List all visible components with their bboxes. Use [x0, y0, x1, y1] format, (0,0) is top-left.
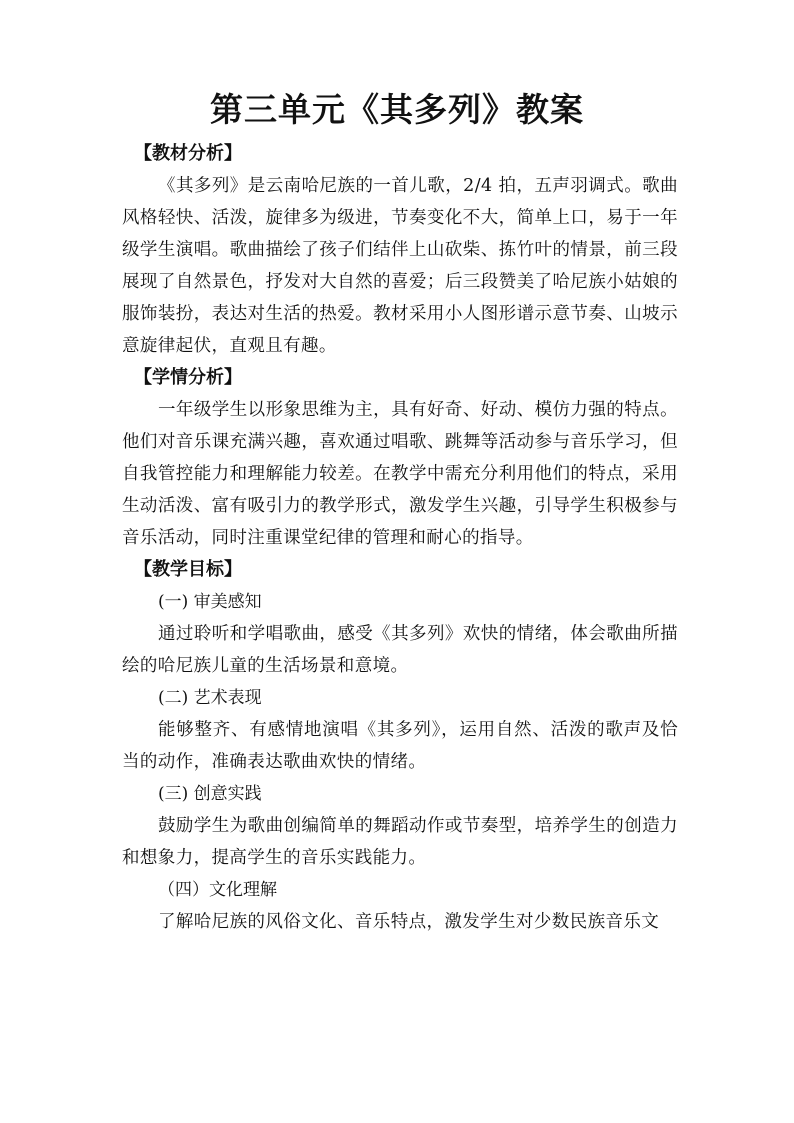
- goal-text-aesthetic-perception: 通过聆听和学唱歌曲，感受《其多列》欢快的情绪，体会歌曲所描绘的哈尼族儿童的生活场景和意境。: [122, 624, 678, 676]
- goal-label-artistic-expression: (二) 艺术表现: [158, 688, 262, 708]
- goal-label-aesthetic-perception: (一) 审美感知: [158, 592, 262, 612]
- goal-label-creative-practice: (三) 创意实践: [158, 784, 262, 804]
- goal-text-creative-practice: 鼓励学生为歌曲创编简单的舞蹈动作或节奏型，培养学生的创造力和想象力，提高学生的音乐实践能力。: [122, 816, 678, 868]
- goal-text-cultural-understanding: 了解哈尼族的风俗文化、音乐特点，激发学生对少数民族音乐文: [158, 912, 660, 932]
- document-body: [122, 138, 678, 938]
- document-title: 第三单元《其多列》教案: [210, 90, 584, 129]
- section-heading-student-analysis: 【学情分析】: [134, 367, 242, 388]
- student-analysis-paragraph: 一年级学生以形象思维为主，具有好奇、好动、模仿力强的特点。他们对音乐课充满兴趣，喜欢通过唱歌、跳舞等活动参与音乐学习，但自我管控能力和理解能力较差。在教学中需充分利用他们的特点，采用生动活泼、富有吸引力的教学形式，激发学生兴趣，引导学生积极参与音乐活动，同时注重课堂纪律的管理和耐心的指导。: [122, 400, 678, 548]
- goal-label-cultural-understanding: （四）文化理解: [158, 880, 277, 900]
- goal-text-artistic-expression: 能够整齐、有感情地演唱《其多列》，运用自然、活泼的歌声及恰当的动作，准确表达歌曲欢快的情绪。: [122, 720, 678, 772]
- section-heading-textbook-analysis: 【教材分析】: [134, 143, 242, 164]
- section-heading-teaching-goals: 【教学目标】: [134, 559, 242, 580]
- textbook-analysis-paragraph: 《其多列》是云南哈尼族的一首儿歌，2/4 拍，五声羽调式。歌曲风格轻快、活泼，旋律多为级进，节奏变化不大，简单上口，易于一年级学生演唱。歌曲描绘了孩子们结伴上山砍柴、拣竹叶的情景，前三段展现了自然景色，抒发对大自然的喜爱；后三段赞美了哈尼族小姑娘的服饰装扮，表达对生活的热爱。教材采用小人图形谱示意节奏、山坡示意旋律起伏，直观且有趣。: [122, 176, 678, 356]
